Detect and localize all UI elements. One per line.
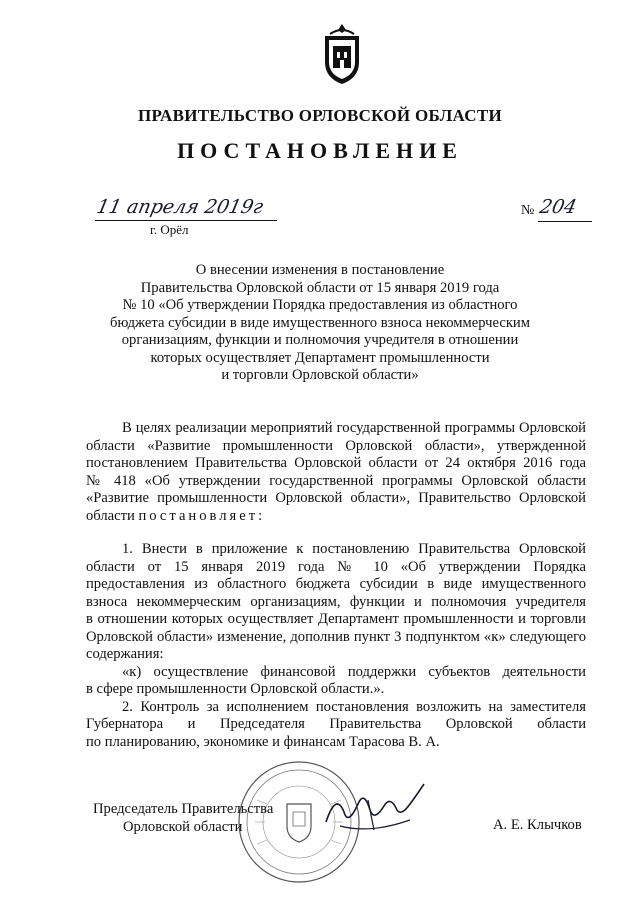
preamble-line: В целях реализации мероприятий государственной программы Орловской	[122, 420, 586, 436]
document-subject	[100, 262, 540, 385]
signatory-position	[93, 800, 273, 836]
preamble-line: № 418 «Об утверждении государственной программы Орловской области	[86, 472, 586, 489]
number-underline	[538, 221, 592, 222]
item-line: области от 15 января 2019 года № 10 «Об утверждении Порядка	[86, 558, 586, 575]
handwritten-signature-icon	[320, 782, 440, 842]
preamble-last-line	[86, 508, 586, 526]
subject-line: бюджета субсидии в виде имущественного взноса некоммерческим	[110, 314, 530, 331]
preamble-line: постановлением Правительства Орловской области от 24 октября 2016 года	[86, 455, 586, 471]
item-line: Орловской области» изменение, дополнив пункт 3 подпунктом «к» следующего	[86, 628, 586, 645]
item-line: в сфере промышленности Орловской области.».	[86, 681, 385, 697]
resolution-items	[86, 541, 586, 751]
item-line: «к) осуществление финансовой поддержки субъектов деятельности	[122, 663, 586, 680]
subject-line: и торговли Орловской области»	[221, 367, 419, 383]
item-line: по планированию, экономике и финансам Тарасова В. А.	[86, 733, 440, 750]
item-line: взноса некоммерческим организациям, функции и полномочия учредителя	[86, 593, 586, 610]
preamble-last-prefix: области	[86, 507, 139, 524]
date-underline	[95, 220, 277, 221]
item-line: Губернатора и Председателя Правительства Орловской области	[86, 716, 586, 732]
number-sign: №	[521, 203, 535, 218]
preamble-line: «Развитие промышленности Орловской области», Правительство Орловской	[86, 490, 586, 506]
resolves-word: постановляет:	[138, 507, 266, 524]
city-label: г. Орёл	[150, 222, 189, 237]
item-line: содержания:	[86, 646, 164, 662]
item-line: 2. Контроль за исполнением постановления возложить на заместителя	[122, 698, 586, 715]
preamble-line: области «Развитие промышленности Орловской области», утвержденной	[86, 437, 586, 454]
item-line: предоставления из областного бюджета субсидии в виде имущественного	[86, 576, 586, 592]
preamble-paragraph	[86, 420, 586, 525]
document-type-title: ПОСТАНОВЛЕНИЕ	[177, 138, 463, 163]
subject-line: № 10 «Об утверждении Порядка предоставления из областного	[122, 297, 518, 313]
item-line: в отношении которых осуществляет Департамент промышленности и торговли	[86, 611, 586, 627]
handwritten-date: 11 апреля 2019г	[94, 196, 266, 218]
position-line-1: Председатель Правительства	[93, 801, 274, 817]
coat-of-arms-icon	[321, 22, 363, 86]
position-line-2: Орловской области	[123, 819, 243, 835]
subject-line: организациям, функции и полномочия учредителя в отношении	[121, 332, 519, 348]
signatory-name: А. Е. Клычков	[493, 817, 582, 833]
subject-line: Правительства Орловской области от 15 января 2019 года	[140, 279, 500, 296]
organization-title: ПРАВИТЕЛЬСТВО ОРЛОВСКОЙ ОБЛАСТИ	[137, 106, 503, 125]
handwritten-number: 204	[537, 196, 579, 218]
subject-line: которых осуществляет Департамент промышленности	[150, 349, 490, 366]
subject-line: О внесении изменения в постановление	[195, 262, 445, 278]
item-line: 1. Внести в приложение к постановлению Правительства Орловской	[122, 541, 586, 557]
